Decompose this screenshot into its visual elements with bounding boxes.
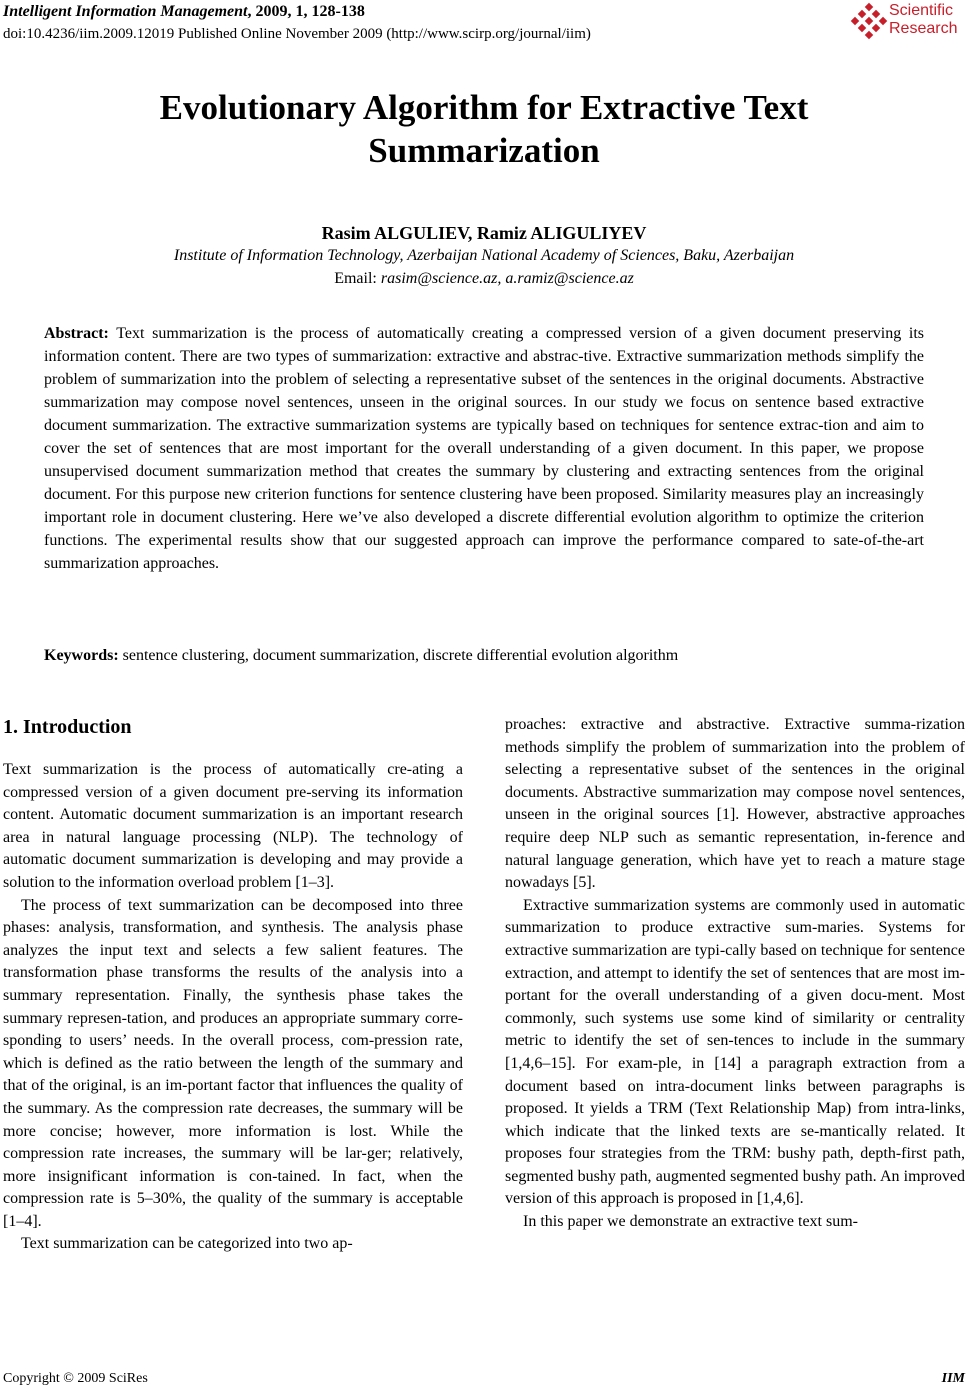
journal-volume: , 2009, 1, 128-138 bbox=[247, 3, 365, 20]
logo-line-1: Scientific bbox=[889, 2, 954, 19]
abstract-text: Text summarization is the process of automatically creating a compressed version of a given document preserving its information content. There are two types of summarization: extractive and abstrac-tive. Extractive summarization methods simplify the problem of summarization into the problem of selecting a representative subset of the sentences in the original documents. Abstractive summarization may compose novel sentences, unseen in the original sources. In our study we focus on sentence based extractive document summarization. The extractive summarization systems are typically based on techniques for sentence extrac-tion and aim to cover the set of sentences that are most important for the overall understanding of a given document. In this paper, we propose unsupervised document summarization method that creates the summary by clustering and extracting sentences from the original document. For this purpose new criterion functions for sentence clustering have been proposed. Similarity measures play an increasingly important role in document clustering. Here we’ve also developed a discrete differential evolution algorithm to optimize the criterion functions. The experimental results show that our suggested approach can improve the performance compared to sate-of-the-art summarization approaches. bbox=[44, 325, 924, 572]
keywords bbox=[44, 645, 924, 667]
affiliation: Institute of Information Technology, Azerbaijan National Academy of Sciences, Baku, Azerbaijan bbox=[173, 247, 795, 264]
title-line-2: Summarization bbox=[368, 131, 600, 170]
email-label: Email bbox=[334, 270, 373, 287]
paragraph: Text summarization can be categorized into two ap- bbox=[21, 1235, 353, 1253]
publisher-logo bbox=[848, 2, 966, 44]
footer-journal-abbrev: IIM bbox=[941, 1371, 965, 1386]
abstract bbox=[44, 322, 924, 575]
journal-name: Intelligent Information Management bbox=[3, 3, 248, 20]
logo-line-2: Research bbox=[889, 20, 958, 37]
email-line bbox=[0, 269, 968, 289]
authors: Rasim ALGULIEV, Ramiz ALIGULIYEV bbox=[321, 223, 647, 243]
keywords-label: Keywords: bbox=[44, 647, 119, 664]
title-line-1: Evolutionary Algorithm for Extractive Text bbox=[159, 88, 809, 127]
logo-diamond-icon bbox=[848, 2, 888, 42]
right-column bbox=[505, 714, 965, 1234]
keywords-text: sentence clustering, document summarization, discrete differential evolution algorithm bbox=[118, 647, 679, 664]
email-addresses: rasim@science.az, a.ramiz@science.az bbox=[380, 270, 634, 287]
paragraph: Text summarization is the process of automatically cre-ating a compressed version of a given document pre-serving its information content. Automatic document summarization is an important research area in natural language processing (NLP). The technology of automatic document summarization is developing and may provide a solution to the information overload problem [1–3]. bbox=[3, 761, 463, 891]
section-heading-introduction: 1. Introduction bbox=[3, 716, 132, 738]
paragraph: Extractive summarization systems are commonly used in automatic summarization to produce extractive sum-maries. Systems for extractive summarization are typi-cally based on technique for sentence extraction, and attempt to identify the set of sentences that are most im-portant for the overall understanding of a given docu-ment. Most commonly, such systems use some kind of similarity or centrality metric to identify the set of sen-tences to include in the summary [1,4,6–15]. For exam-ple, in [14] a paragraph extraction from a document based on intra-document links between paragraphs is proposed. It yields a TRM (Text Relationship Map) from intra-links, which indicate that the linked texts are se-mantically related. It proposes four strategies from the TRM: bushy path, depth-first path, segmented bushy path, augmented segmented bushy path. An improved version of this approach is proposed in [1,4,6]. bbox=[505, 896, 965, 1208]
paper-title bbox=[0, 86, 968, 172]
email-separator: : bbox=[372, 270, 381, 287]
footer-copyright: Copyright © 2009 SciRes bbox=[3, 1371, 148, 1386]
paragraph: proaches: extractive and abstractive. Extractive summa-rization methods simplify the problem of summarization into the problem of selecting a representative subset of the sentences in the original documents. Abstractive summarization may compose novel sentences, unseen in the original sources [1]. However, abstractive approaches require deep NLP such as semantic representation, in-ference and natural language generation, which have yet to reach a mature stage nowadays [5]. bbox=[505, 716, 965, 892]
abstract-label: Abstract: bbox=[44, 325, 109, 342]
logo-text bbox=[889, 2, 957, 38]
journal-header bbox=[3, 2, 365, 22]
paragraph: In this paper we demonstrate an extractive text sum- bbox=[523, 1213, 858, 1231]
left-column bbox=[3, 759, 463, 1256]
paragraph: The process of text summarization can be decomposed into three phases: analysis, transformation, and synthesis. The analysis phase analyzes the input text and selects a few salient features. The transformation phase transforms the results of the analysis into a summary representation. Finally, the synthesis phase takes the summary represen-tation, and produces an appropriate summary corre-sponding to users’ needs. In the overall process, com-pression rate, which is defined as the ratio between the length of the summary and that of the original, is an im-portant factor that influences the quality of the summary. As the compression rate decreases, the summary will be more concise; however, more information is lost. While the compression rate increases, the summary will be lar-ger; relatively, more insignificant information is con-tained. In fact, when the compression rate is 5–30%, the quality of the summary is acceptable [1–4]. bbox=[3, 896, 463, 1230]
doi-line: doi:10.4236/iim.2009.12019 Published Online November 2009 (http://www.scirp.org/journal/iim) bbox=[3, 26, 591, 42]
